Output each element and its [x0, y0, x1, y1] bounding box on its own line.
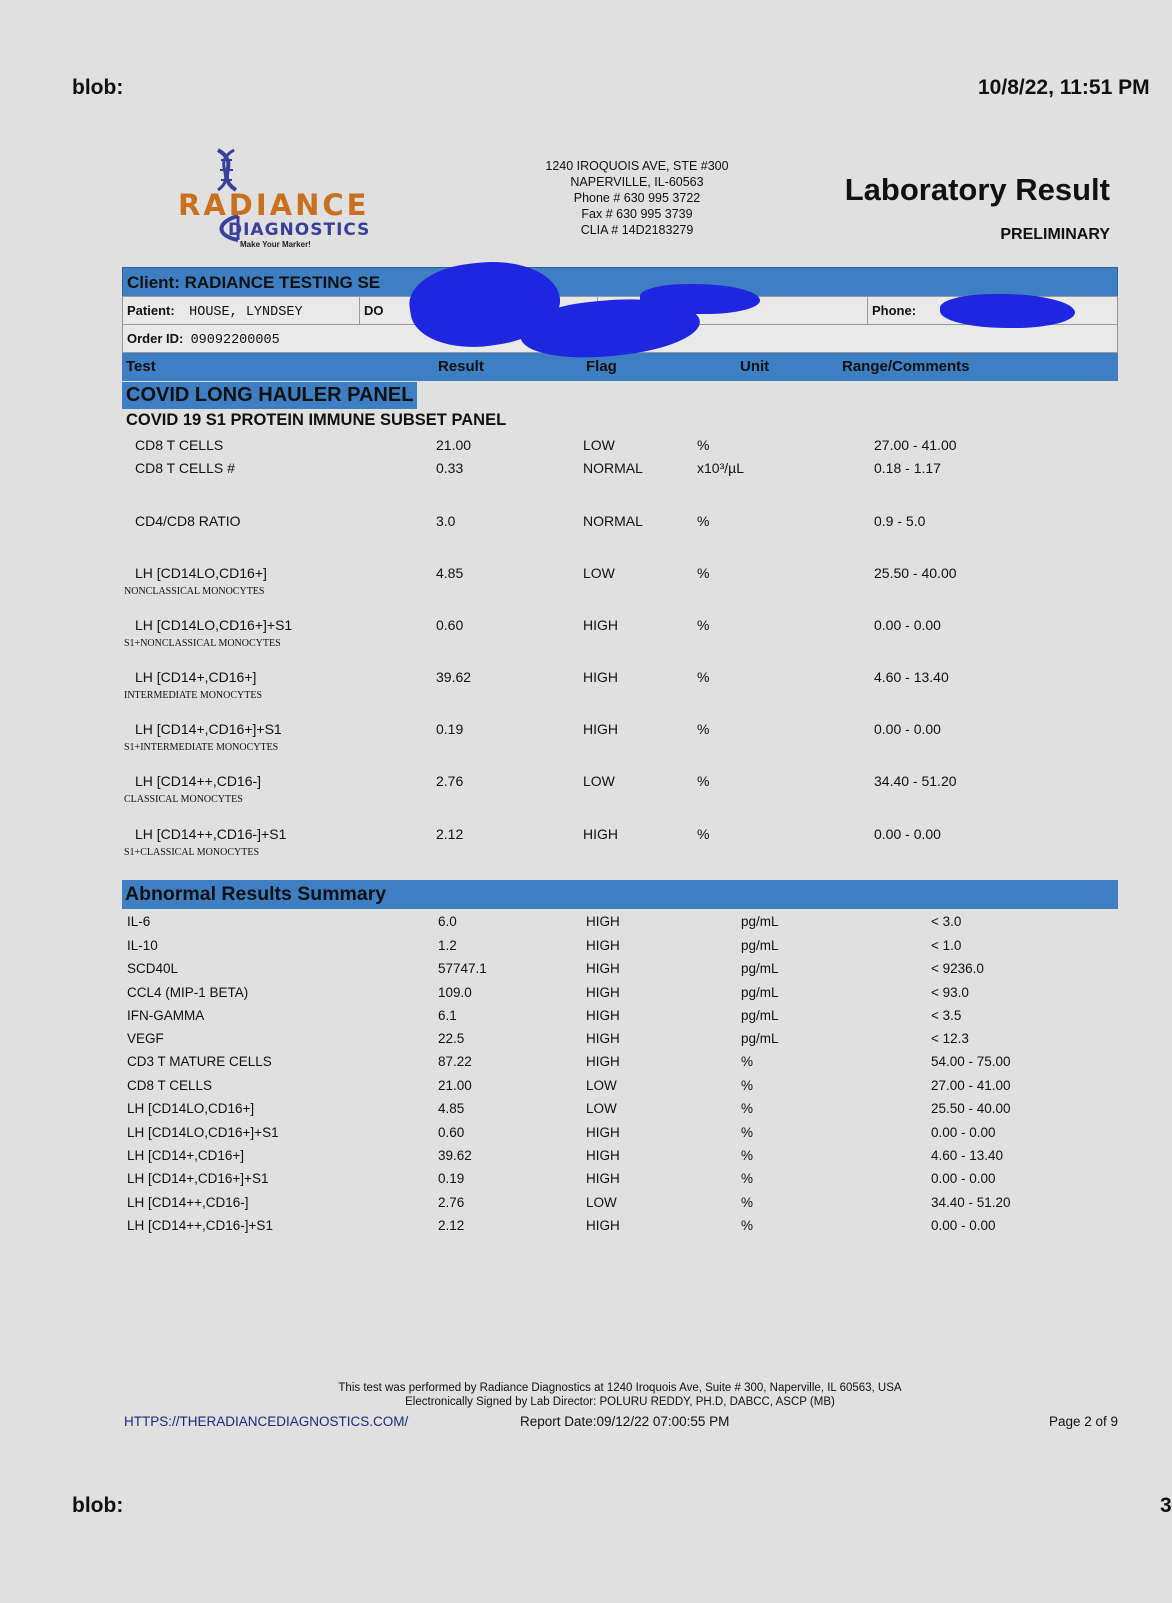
test-result: 0.60 [436, 617, 464, 633]
test-name: CCL4 (MIP-1 BETA) [127, 985, 249, 1000]
phone-label: Phone: [872, 303, 917, 318]
footer-report-date: Report Date:09/12/22 07:00:55 PM [520, 1414, 730, 1429]
test-range: 0.18 - 1.17 [874, 460, 941, 476]
address-line: CLIA # 14D2183279 [580, 223, 694, 237]
summary-header [122, 880, 1118, 909]
test-unit: % [697, 721, 710, 737]
test-unit: % [741, 1125, 754, 1140]
test-name: LH [CD14+,CD16+] [135, 669, 257, 685]
test-flag: HIGH [586, 1008, 620, 1023]
test-unit: % [697, 565, 710, 581]
test-range: 0.00 - 0.00 [874, 826, 941, 842]
test-name: IL-10 [127, 938, 158, 953]
test-result: 2.12 [436, 826, 464, 842]
test-result: 39.62 [436, 669, 472, 685]
brand-sub: DIAGNOSTICS [228, 220, 371, 240]
test-result: 4.85 [436, 565, 464, 581]
client-label: Client: RADIANCE TESTING SE [127, 273, 381, 292]
test-range: 25.50 - 40.00 [931, 1101, 1011, 1116]
test-range: 27.00 - 41.00 [874, 437, 957, 453]
test-name: LH [CD14+,CD16+]+S1 [135, 721, 282, 737]
test-flag: LOW [586, 1078, 617, 1093]
test-subtitle: S1+NONCLASSICAL MONOCYTES [124, 638, 281, 649]
test-flag: HIGH [586, 1054, 620, 1069]
test-flag: HIGH [583, 617, 618, 633]
test-unit: % [697, 826, 710, 842]
test-range: < 1.0 [931, 938, 962, 953]
test-flag: LOW [586, 1101, 617, 1116]
test-result: 3.0 [436, 513, 456, 529]
test-unit: pg/mL [741, 961, 779, 976]
test-result: 0.33 [436, 460, 464, 476]
test-result: 2.12 [438, 1218, 465, 1233]
column-flag: Flag [586, 358, 617, 375]
column-unit: Unit [740, 358, 770, 375]
report-title: Laboratory Result [844, 172, 1110, 207]
test-result: 1.2 [438, 938, 457, 953]
test-flag: HIGH [586, 1148, 620, 1163]
test-unit: pg/mL [741, 1031, 779, 1046]
address-line: Fax # 630 995 3739 [581, 207, 693, 221]
test-range: 25.50 - 40.00 [874, 565, 957, 581]
test-subtitle: INTERMEDIATE MONOCYTES [124, 690, 263, 701]
test-unit: % [741, 1148, 754, 1163]
test-subtitle: S1+CLASSICAL MONOCYTES [124, 847, 260, 858]
dob-label: DO [364, 303, 384, 318]
patient-name: HOUSE, LYNDSEY [189, 305, 303, 320]
footer-note-line: Electronically Signed by Lab Director: POLURU REDDY, PH.D, DABCC, ASCP (MB) [405, 1396, 835, 1408]
address-line: 1240 IROQUOIS AVE, STE #300 [545, 159, 729, 173]
test-result: 6.0 [438, 914, 457, 929]
brand-name: RADIANCE [178, 188, 370, 222]
brand-tagline: Make Your Marker! [240, 240, 311, 249]
test-unit: pg/mL [741, 938, 779, 953]
browser-header-url: blob: [72, 76, 124, 99]
test-unit: % [697, 773, 710, 789]
summary-title: Abnormal Results Summary [125, 883, 387, 905]
test-flag: NORMAL [583, 513, 643, 529]
test-name: CD8 T CELLS [135, 437, 224, 453]
test-range: 0.00 - 0.00 [931, 1125, 996, 1140]
test-flag: NORMAL [583, 460, 643, 476]
address-line: Phone # 630 995 3722 [573, 191, 701, 205]
test-name: LH [CD14LO,CD16+]+S1 [127, 1125, 279, 1140]
test-flag: HIGH [586, 938, 620, 953]
test-name: LH [CD14++,CD16-]+S1 [127, 1218, 273, 1233]
test-range: 34.40 - 51.20 [931, 1195, 1011, 1210]
lab-address [520, 158, 754, 238]
test-name: CD8 T CELLS # [135, 460, 235, 476]
test-unit: x10³/µL [697, 460, 744, 476]
test-result: 2.76 [438, 1195, 465, 1210]
test-flag: HIGH [586, 1218, 620, 1233]
test-flag: HIGH [586, 1031, 620, 1046]
test-unit: % [741, 1078, 754, 1093]
test-name: LH [CD14++,CD16-]+S1 [135, 826, 287, 842]
test-unit: pg/mL [741, 1008, 779, 1023]
test-name: CD3 T MATURE CELLS [127, 1054, 272, 1069]
test-unit: % [741, 1101, 754, 1116]
test-range: < 93.0 [931, 985, 969, 1000]
test-name: LH [CD14+,CD16+] [127, 1148, 245, 1163]
test-range: < 12.3 [931, 1031, 969, 1046]
test-result: 21.00 [436, 437, 472, 453]
test-unit: % [741, 1171, 754, 1186]
test-name: VEGF [127, 1031, 164, 1046]
test-range: 4.60 - 13.40 [931, 1148, 1004, 1163]
test-unit: % [697, 513, 710, 529]
test-name: IFN-GAMMA [127, 1008, 205, 1023]
test-flag: HIGH [583, 669, 618, 685]
test-unit: % [697, 669, 710, 685]
test-result: 39.62 [438, 1148, 472, 1163]
test-subtitle: S1+INTERMEDIATE MONOCYTES [124, 742, 279, 753]
test-name: CD4/CD8 RATIO [135, 513, 241, 529]
test-range: 0.00 - 0.00 [874, 721, 941, 737]
footer-page-number: Page 2 of 9 [1048, 1414, 1118, 1429]
test-range: 0.00 - 0.00 [931, 1171, 996, 1186]
column-header-row [122, 353, 1118, 381]
test-result: 6.1 [438, 1008, 457, 1023]
test-result: 2.76 [436, 773, 464, 789]
panel-title: COVID LONG HAULER PANEL [122, 382, 417, 409]
test-result: 0.60 [438, 1125, 465, 1140]
patient-label: Patient: [127, 303, 175, 318]
test-range: 0.00 - 0.00 [931, 1218, 996, 1233]
test-flag: HIGH [586, 1171, 620, 1186]
address-line: NAPERVILLE, IL-60563 [570, 175, 704, 189]
footer-note-line: This test was performed by Radiance Diagnostics at 1240 Iroquois Ave, Suite # 300, Naperville, IL 60563, USA [338, 1382, 902, 1394]
test-name: SCD40L [127, 961, 179, 976]
test-unit: % [741, 1054, 754, 1069]
test-range: < 3.0 [931, 914, 962, 929]
test-range: 34.40 - 51.20 [874, 773, 957, 789]
test-name: LH [CD14LO,CD16+] [127, 1101, 255, 1116]
test-flag: HIGH [586, 985, 620, 1000]
test-result: 57747.1 [438, 961, 487, 976]
test-result: 22.5 [438, 1031, 465, 1046]
column-range: Range/Comments [842, 358, 970, 375]
client-bar [122, 267, 1118, 297]
test-flag: HIGH [583, 826, 618, 842]
column-test: Test [126, 358, 156, 375]
test-range: 27.00 - 41.00 [931, 1078, 1011, 1093]
test-flag: HIGH [586, 914, 620, 929]
test-flag: LOW [586, 1195, 617, 1210]
redaction-mark [940, 294, 1075, 328]
test-flag: LOW [583, 437, 615, 453]
test-result: 109.0 [438, 985, 472, 1000]
test-flag: HIGH [583, 721, 618, 737]
test-unit: % [697, 617, 710, 633]
order-id: 09092200005 [190, 333, 280, 348]
test-name: LH [CD14+,CD16+]+S1 [127, 1171, 269, 1186]
column-result: Result [438, 358, 484, 375]
test-name: LH [CD14LO,CD16+] [135, 565, 267, 581]
test-subtitle: NONCLASSICAL MONOCYTES [124, 586, 265, 597]
test-unit: pg/mL [741, 914, 779, 929]
test-name: LH [CD14++,CD16-] [127, 1195, 249, 1210]
test-subtitle: CLASSICAL MONOCYTES [124, 794, 243, 805]
subpanel-title: COVID 19 S1 PROTEIN IMMUNE SUBSET PANEL [126, 411, 507, 429]
test-name: LH [CD14LO,CD16+]+S1 [135, 617, 293, 633]
test-result: 0.19 [436, 721, 464, 737]
browser-footer-page: 3 [1160, 1494, 1172, 1517]
test-result: 4.85 [438, 1101, 465, 1116]
radiance-logo [178, 146, 398, 249]
test-range: < 9236.0 [931, 961, 984, 976]
test-unit: pg/mL [741, 985, 779, 1000]
test-unit: % [741, 1195, 754, 1210]
footer-url-link[interactable]: HTTPS://THERADIANCEDIAGNOSTICS.COM/ [124, 1414, 409, 1429]
browser-header-datetime: 10/8/22, 11:51 PM [978, 76, 1150, 99]
test-flag: LOW [583, 565, 615, 581]
test-result: 21.00 [438, 1078, 472, 1093]
redaction-mark [640, 284, 760, 314]
test-range: 0.00 - 0.00 [874, 617, 941, 633]
browser-footer-url: blob: [72, 1494, 124, 1517]
test-unit: % [741, 1218, 754, 1233]
test-name: LH [CD14++,CD16-] [135, 773, 262, 789]
patient-cell [123, 297, 360, 324]
test-result: 0.19 [438, 1171, 465, 1186]
test-range: 0.9 - 5.0 [874, 513, 926, 529]
test-unit: % [697, 437, 710, 453]
test-range: < 3.5 [931, 1008, 962, 1023]
test-name: IL-6 [127, 914, 151, 929]
order-label: Order ID: [127, 331, 184, 346]
test-range: 4.60 - 13.40 [874, 669, 949, 685]
test-flag: HIGH [586, 1125, 620, 1140]
footer-note [280, 1381, 960, 1409]
test-range: 54.00 - 75.00 [931, 1054, 1011, 1069]
test-result: 87.22 [438, 1054, 472, 1069]
test-flag: LOW [583, 773, 615, 789]
test-flag: HIGH [586, 961, 620, 976]
report-status: PRELIMINARY [1000, 226, 1110, 243]
test-name: CD8 T CELLS [127, 1078, 213, 1093]
